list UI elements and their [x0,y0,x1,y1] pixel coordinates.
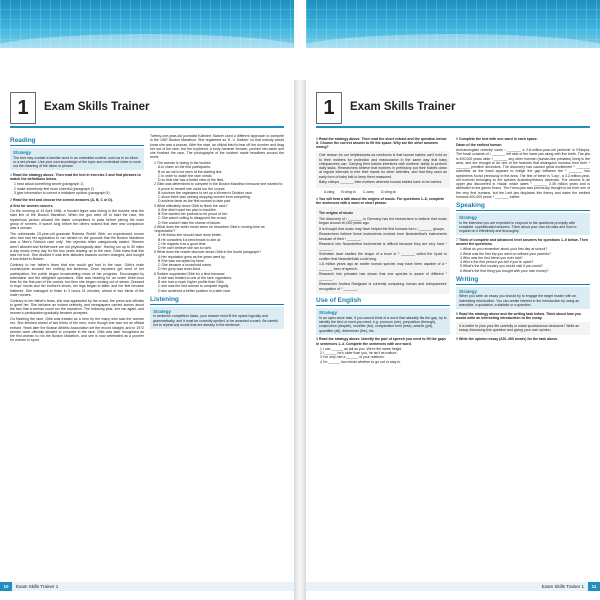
task-number: 3 [316,136,318,141]
page-number-right: 11 [588,582,600,591]
right-column-1 [316,134,450,364]
answer-option[interactable]: B she had a much higher profile than Gibb. [158,280,225,284]
task-instruction: Read the strategy above. Identify the part of speech you need to fill the gaps in sentences 1–4. Complete the sentences with one word. [316,337,446,346]
writing-task-box: It is better to plan your life carefully or make spontaneous decisions? Write an essay discussing this question and giving your own opinion. [456,322,590,335]
answer-option[interactable]: D so that she has a better view of the field. [158,178,225,182]
article-paragraph: The unfortunate 23-year-old graduate Roberta 'Bobbi' Gibb, an experienced runner who had had her application to run denied on the grounds that the Boston Marathon was a 'Men's Division race only'. Her rejection letter categorically stated: 'Women aren't allowed and furthermore are not physiologically able'. Having run up to 30 miles a day nearly every day for the two years leading up to the race, Gibb knew that this was not true. She decided it was time attitudes towards women changed, and bought a bus ticket to Boston. [10,231,144,262]
task-item: 2 I ______ he's older than you, he isn't as mature. [320,351,398,355]
task-instruction: Think of complete and advanced level answers for questions 1–6 below. Then answer the questions. [456,237,588,246]
writing-strategy-box [456,287,590,309]
task-6 [456,137,590,141]
task-instruction: Read the strategy above. Then read the text in exercise 2 and find phrases to match the definitions below. [10,172,141,181]
answer-option[interactable]: C show there was nothing stopping women from competing. [158,195,251,199]
article-paragraph: On finishing the race, Gibb was treated as a hero by the many who saw the woman run. She finished ahead of two thirds of the men, even though she was not an official entrant. Years later the Boston Athletic Association set the record straight, and in 1972 women were officially allowed to compete in the race. Gibb was later recognised as the first woman to run the Boston Marathon, and she is now celebrated as a pioneer for women in sport. [10,317,144,343]
answer-option[interactable]: B He considers it a benchmark to aim at. [158,237,222,242]
task-item: 3 give information to correct a mistaken opinion (paragraph 5) [14,190,110,195]
task-item: 2 make somebody feel more cheerful (paragraph 2) [14,186,94,191]
footer-right [306,582,600,591]
strategy-title: Strategy [153,308,172,314]
answer-option[interactable]: D She couldn't take the shame of failure. [158,220,221,225]
strategy-text: In the interview you are expected to respond to the questions promptly with complete, sophisticated answers. Think about your own bio data and how to expand on it effectively and thoroughly. [459,220,577,233]
gap-sentence: Scientists have studied the shape of a bone in ⁵ _______ called the hyoid to confirm that Neanderthals could sing. [319,252,447,261]
title-rule-left [10,126,284,128]
extract-gap-sentence: Baby chimps _______ their mothers whereas human babies have to be carried. [319,180,443,185]
reading-heading: Reading [10,137,144,146]
english-strategy-box [316,308,450,335]
right-column-2 [456,134,590,342]
speaking-heading: Speaking [456,202,590,211]
strategy-text: In an open-cloze task, if you cannot think of a word that naturally fits the gap, try to identify the kind of word you need, e.g. pronoun (me), preposition (through), conjunction (despite), modifier (far), comparative form (less), adverb (yet), quantifier (all), determiner (the), etc. [319,315,447,333]
task-8 [456,312,590,321]
task-item: 4 I'm ______ two minds whether to go out or stay in. [320,359,402,364]
task-number: 9 [456,337,458,341]
footer-text-left: Exam Skills Trainer 1 [16,584,59,589]
strategy-title: Strategy [459,288,478,294]
page-number-left: 10 [0,582,12,591]
short-extract [316,151,450,188]
page-title-right: Exam Skills Trainer [350,101,456,113]
question-4 [150,225,284,251]
answer-option[interactable]: C He regards it as a good time. [158,241,207,246]
question-stem: 5 What does the reader discover about Gibb in the fourth paragraph? [154,250,262,255]
article-paragraph: Contrary to her father's fears that she would get hurt in the race, Gibb's male counterparts showed her nothing but kindness. Once reporters got wind of her participation, the public began broadcasting news of her progress. Encouraged by adrenaline and the delighted spectators, Gibb was heading for an under three-hour time for the first part of the course, but then she began running out of steam. Dressed in boys' shorts and her brother's shoes, her legs began to falter, and her feet became blistered. She managed to finish in 3 hours 21 minutes, ahead of two thirds of the male runners. [10,263,144,297]
task-item: 1 What do you remember about your first day at school? [460,247,548,252]
gap-sentence: Researchers believe these instruments evolved from Neanderthal's instruments because of their ³ _______. [319,232,447,241]
listening-heading: Listening [150,296,284,305]
question-stem: 4 What does the writer mean when he describes Gibb's running time as 'respectable'? [154,224,265,233]
header-band-right [306,0,600,48]
answer-option[interactable]: B so as not to be seen at the starting line. [158,169,223,174]
page-title-left: Exam Skills Trainer [44,101,150,113]
answer-option[interactable]: A He thinks she should have done better. [158,233,222,238]
strategy-title: Strategy [13,150,32,155]
task-item: 3 Who was the first friend you ever had? [460,255,523,260]
gap-sentence: Research into Neanderthal instruments is difficult because they are very hard ⁴ _______. [319,242,447,251]
footer-text-right: Exam Skills Trainer 1 [541,584,584,589]
footer-left [0,582,294,591]
task-number: 2 [10,197,12,202]
answer-option[interactable]: A she was related to one of the race organisers. [158,275,233,280]
left-column-1 [10,134,144,344]
task-item: 1 I can ______ as tall as you. We're the same height. [320,346,403,351]
answer-option[interactable]: B She was corrupted by fame. [158,258,205,263]
listening-strategy-box [150,307,284,329]
gap-sentence: It is thought that music may have helped the first humans form ² _______ groups. [319,226,445,231]
gap-sentence: 1.8 million years ago an earlier human species may have been capable of a ⁶ _______ form of speech. [319,262,447,271]
task-instruction: Write the opinion essay (220–260 words) for the task above. [458,337,559,341]
answer-option[interactable]: D she achieved a better position in a later race. [158,288,232,293]
question-1 [150,161,284,182]
question-5 [150,250,284,271]
article-paragraph: Contrary to her father's fears, she was applauded by the crowd, the press and officials to greet her. She became an instant celebrity, and newspapers carried stories about the fact that a woman could run the marathon. The following year, she ran again, and women's participation gradually became accepted. [10,298,144,316]
answer-option[interactable]: D Her glory was short-lived. [158,267,201,272]
answer-option[interactable]: B She wanted her parents to be proud of her. [158,212,228,216]
task-instruction: Complete the text with one word in each space. [458,136,538,141]
task-item: 5 What's the first country you would visit if you could? [460,264,543,269]
answer-option[interactable]: D achieve fame as the first woman to take part. [158,199,232,204]
task-item: 1 hear about something secret (paragraph 1) [14,182,84,187]
strategy-title: Strategy [319,310,338,316]
question-3 [150,204,284,225]
answer-option[interactable]: B cling to [341,190,356,194]
answer-option[interactable]: A to cheer on the first participants. [158,165,211,170]
task-item: 4 Who's the first person you tell if you're upset? [460,260,534,264]
task-3 [316,137,450,150]
answer-option[interactable]: A Her reputation grew as the years went by. [158,254,226,259]
task-instruction: Read the text and choose the correct answers (A, B, C or D). [12,197,114,202]
reading-strategy-box [10,148,144,170]
question-stem: 2 Gibb was determined to compete in the Boston Marathon because she wanted to [154,182,283,187]
answer-option[interactable]: A She didn't want her plan to backfire. [158,207,217,212]
gap-sentence: Research into primates has shown that one species is aware of different ⁷ _______. [319,272,447,281]
header-band-left [0,0,294,48]
answer-option[interactable]: C She wasn't willing to disappoint the crowd. [158,216,227,221]
origins-of-music-box [316,207,450,294]
box-title: The origins of music [319,211,354,216]
strategy-title: Strategy [459,215,478,220]
gap-sentence: Researcher Andrea Ravignani is currently comparing human and chimpanzees' recognition of ⁸ _______. [319,282,447,291]
task-item: 6 What's the first thing you bought with your own money? [460,268,549,273]
answer-option[interactable]: A cling [324,190,335,194]
writing-heading: Writing [456,276,590,285]
task-number: 4 [316,196,318,201]
answer-option[interactable]: A prove to herself she could run the course. [158,186,226,191]
answer-option[interactable]: C She became a household name. [158,263,212,267]
task-1 [10,173,144,182]
answer-option[interactable]: D cling at [381,190,396,194]
task-instruction: Read the strategy above. Then read the short extract and the question below it. Choose the correct answer to fill the space. Why are the other answers wrong? [316,136,447,149]
task-number: 8 [456,311,458,316]
answer-option[interactable]: C she was the first woman to compete legally. [158,284,229,289]
use-of-english-heading: Use of English [316,297,450,306]
strategy-text: In sentence completion tasks, your answer must fit the space logically and grammatically, and it must be correctly spelled, to be awarded a mark. Be careful not to repeat any words that are already in the sentence. [153,314,279,327]
article-title: A first for women runners [10,203,53,208]
task-2 [10,198,144,202]
unit-number-left: 1 [10,92,36,124]
answer-option[interactable]: B convince the organisers to set up a Women's Division race. [158,190,253,195]
task-4 [316,197,450,206]
task-item: 2 What was the first trip you went on without your parents? [460,251,551,256]
title-rule-right [316,126,590,128]
answer-option[interactable]: C in order to watch the race unfold. [158,173,213,178]
question-stem: 3 What ultimately drove Gibb to finish the race? [154,203,228,208]
gap-sentence: The discovery of ¹ _______ in Germany has led researchers to believe that music began around 40,000 years ago. [319,216,447,225]
question-6 [150,272,284,293]
answer-option[interactable]: C carry [362,190,374,194]
extract-text: One reason for our helplessness as newborns is that human babies can't hold on to their mothers for protection and reassurance in the same way that baby chimpanzees can. Carrying their babies interferes with mothers' ability to perform daily tasks. Researchers believe that mothers in prehistory put their babies down at regular intervals to free their hands for other activities, and that they used an early form of baby talk to keep them reassured. [319,153,447,179]
text-6-title: Dawn of the earliest human [456,142,502,147]
strategy-text: The text may contain a familiar word in an unfamiliar context, such as in an idiom or a set phrase. Use your own knowledge of the topic and contextual clues to work out the meaning of the idiom or phrase. [13,155,141,168]
task-3-options [324,190,450,194]
answer-option[interactable]: D He can't believe she ran so well. [158,246,212,250]
text-6-body: Archaeologists recently came ¹ _______ a 2.8-million-year-old jawbone in Ethiopia. The fossil consists of ² _______ left side of the lower jaw along with five teeth. The jaw is 400,000 years older ³ _______ any other hominin (human-like primates) living in the area, and are thought to be one of the features that distinguish humans from their ⁴ _______ primitive ancestors. The discovery has caused great excitement ⁵ _______ scientists as the fossil appears to bridge the gap between the ⁶ _______ two specimens found previously in the area. The first of these is 'Lucy', a 3.2-million-year-old hominin belonging to the species Australopithecus afarensis. The second is an upper jaw discovered in Hadar, which dates ⁷ _______ 2.35 million years and is attributed to the genus Homo. The Homo jaw was previously thought to be from one of the very first humans, but the Ledi jaw displaces this theory and dates the earliest humans 400,000 years ⁸ _______ earlier. [456,148,590,199]
task-number: 5 [316,337,318,342]
task-instruction: You will hear a talk about the origins of music. For questions 1–8, complete the sentences with a word or short phrase. [316,196,445,205]
task-9 [456,337,590,341]
task-7 [456,238,590,247]
task-item: 3 I've only met a ______ of your relatives. [320,355,385,360]
page-gutter [294,80,306,600]
strategy-text: When you write an essay you should try to engage the target reader with an interesting introduction. You can create interest in the introduction by using an anecdote, a quotation, a statistic or a question. [459,294,580,307]
task-instruction: Read the strategy above and the writing task below. Think about how you would write an interesting introduction to the essay. [456,311,581,320]
speaking-strategy-box [456,213,590,235]
question-2 [150,182,284,203]
task-number: 7 [456,237,458,242]
task-number: 1 [10,172,12,177]
question-stem: 6 Switzer supplanted Gibb for a time because [154,271,225,276]
article-paragraph: On the morning of 19 April 1966, a hooded figure was hiding in the bushes near the start line of the Boston Marathon. When the gun went off to start the race, the mysterious person allowed the faster competitors to pass before joining the main group of runners. It wasn't long before the others noticed that their new companion was a woman. [10,209,144,230]
question-stem: 1 The woman is hiding in the bushes [154,161,211,165]
article-paragraph: Twenty-one-year-old journalist Kathrine Switzer used a different approach to compete in the 1967 Boston Marathon. She registered as 'K. V. Switzer' so that nobody would know she was a woman. After the start, an official tried to tear off her number and drag her out of the race, but her boyfriend, a burly hammer thrower, pushed him aside and she finished the race. The photographs of the incident made headlines around the world. [150,134,284,160]
left-column-2 [150,134,284,331]
unit-number-right: 1 [316,92,342,124]
task-5 [316,337,450,346]
task-number: 6 [456,136,458,141]
